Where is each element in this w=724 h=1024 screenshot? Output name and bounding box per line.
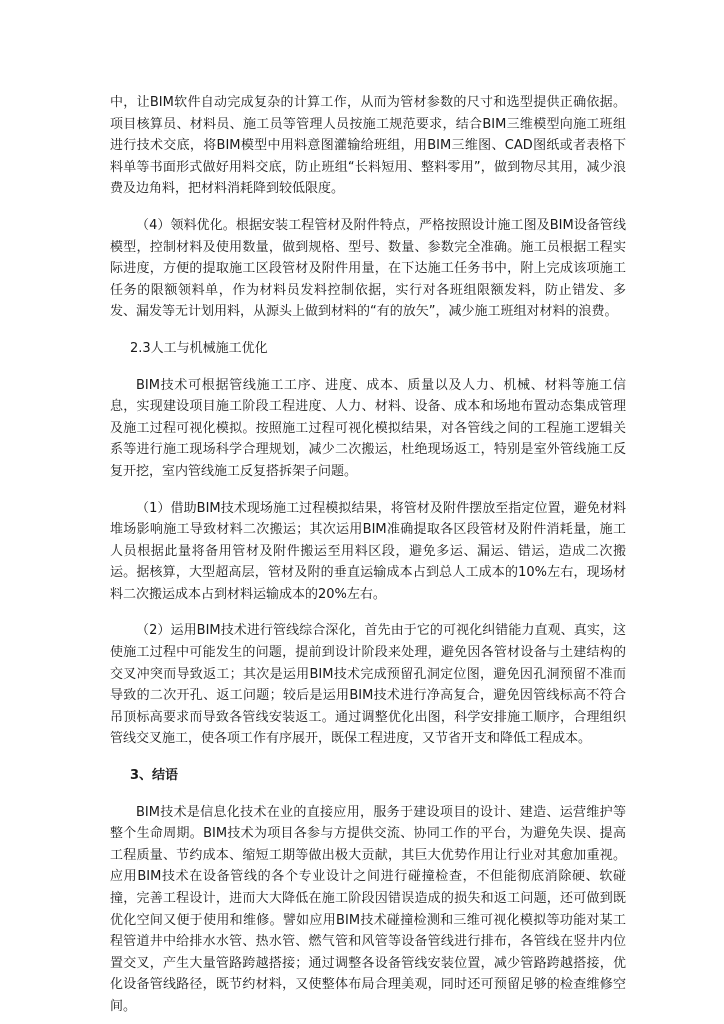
section-heading-conclusion: 3、结语 bbox=[130, 768, 179, 784]
paragraph-material-calculation: 中，让BIM软件自动完成复杂的计算工作，从而为管材参数的尺寸和选型提供正确依据。项目核算员、材料员、施工员等管理人员按施工规范要求，结合BIM三维模型向施工班组进行技术交底，将BIM模型中用料意图灌输给班组，用BIM三维图、CAD图纸或者表格下料单等书面形式做好用料交底，防止班组“长料短用、整料零用”，做到物尽其用，减少浪费及边角料，把材料消耗降到较低限度。 bbox=[110, 95, 626, 197]
paragraph-item-2: （2）运用BIM技术进行管线综合深化，首先由于它的可视化纠错能力直观、真实，这使施工过程中可能发生的问题，提前到设计阶段来处理，避免因各管材设备与土建结构的交叉冲突而导致返工；其次是运用BIM技术完成预留孔洞定位图，避免因孔洞预留不准而导致的二次开孔、返工问题；较后是运用BIM技术进行净高复合，避免因管线标高不符合吊顶标高要求而导致各管线安装返工。通过调整优化出图，科学安排施工顺序，合理组织管线交叉施工，使各项工作有序展开，既保工程进度，又节省开支和降低工程成本。 bbox=[110, 623, 626, 747]
paragraph-material-picking: （4）领料优化。根据安装工程管材及附件特点，严格按照设计施工图及BIM设备管线模型，控制材料及使用数量，做到规格、型号、数量、参数完全准确。施工员根据工程实际进度，方便的提取施工区段管材及附件用量，在下达施工任务书中，附上完成该项施工任务的限额领料单，作为材料员发料控制依据，实行对各班组限额发料，防止错发、多发、漏发等无计划用料，从源头上做到材料的“有的放矢”，减少施工班组对材料的浪费。 bbox=[110, 217, 626, 320]
paragraph-item-1: （1）借助BIM技术现场施工过程模拟结果，将管材及附件摆放至指定位置，避免材料堆场影响施工导致材料二次搬运；其次运用BIM准确提取各区段管材及附件消耗量，施工人员根据此量将备用管材及附件搬运至用料区段，避免多运、漏运、错运，造成二次搬运。据核算，大型超高层，管材及附的垂直运输成本占到总人工成本的10%左右，现场材料二次搬运成本占到材料运输成本的20%左右。 bbox=[110, 500, 626, 602]
paragraph-construction-simulation: BIM技术可根据管线施工工序、进度、成本、质量以及人力、机械、材料等施工信息，实现建设项目施工阶段工程进度、人力、材料、设备、成本和场地布置动态集成管理及施工过程可视化模拟。按照施工过程可视化模拟结果，对各管线之间的工程施工逻辑关系等进行施工现场科学合理规划，减少二次搬运，杜绝现场返工，特别是室外管线施工反复开挖，室内管线施工反复搭拆架子问题。 bbox=[110, 377, 626, 479]
paragraph-conclusion: BIM技术是信息化技术在业的直接应用，服务于建设项目的设计、建造、运营维护等整个生命周期。BIM技术为项目各参与方提供交流、协同工作的平台，为避免失误、提高工程质量、节约成本、缩短工期等做出极大贡献，其巨大优势作用让行业对其愈加重视。应用BIM技术在设备管线的各个专业设计之间进行碰撞检查，不但能彻底消除硬、软碰撞，完善工程设计，进而大大降低在施工阶段因错误造成的损失和返工问题，还可做到既优化空间又便于使用和维修。譬如应用BIM技术碰撞检测和三维可视化模拟等功能对某工程管道井中给排水水管、热水管、燃气管和风管等设备管线进行排布，各管线在竖井内位置交叉，产生大量管路跨越搭接；通过调整各设备管线安装位置，减少管路跨越搭接，优化设备管线路径，既节约材料，又使整体布局合理美观，同时还可预留足够的检查维修空间。 bbox=[110, 804, 626, 1014]
section-heading-2-3: 2.3人工与机械施工优化 bbox=[130, 340, 268, 356]
document-body bbox=[110, 92, 626, 1018]
